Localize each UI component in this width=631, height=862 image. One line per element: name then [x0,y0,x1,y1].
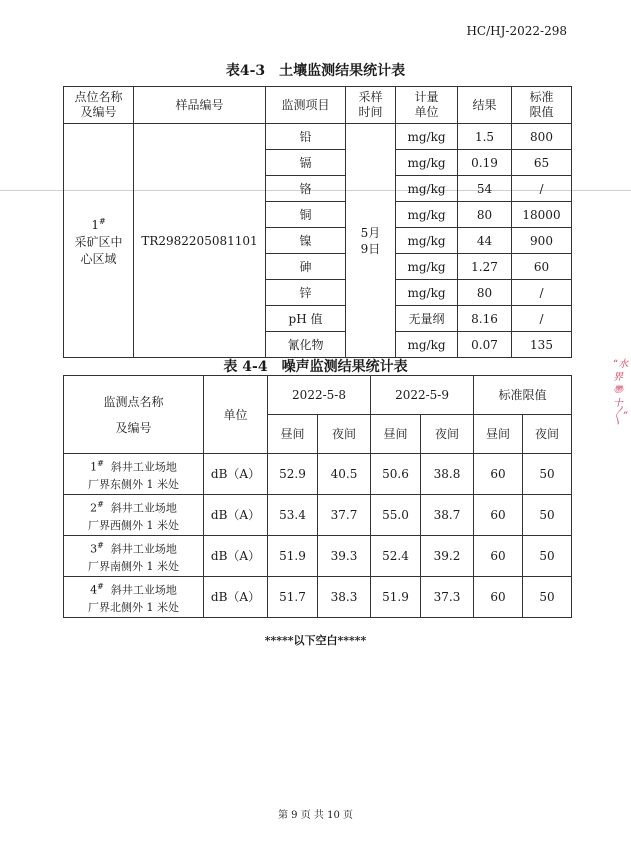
limit-cell: 800 [512,124,572,150]
point-name-cell [64,577,204,618]
unit-cell: mg/kg [396,332,458,358]
header-night: 夜间 [318,415,371,454]
item-cell: 镍 [266,228,346,254]
point-sup: # [97,500,104,510]
day-1-cell: 51.9 [268,536,318,577]
header-day: 昼间 [268,415,318,454]
header-night: 夜间 [523,415,572,454]
unit-cell: mg/kg [396,202,458,228]
soil-table-title: 表4-3 土壤监测结果统计表 [225,63,406,79]
result-cell: 8.16 [458,306,512,332]
unit-cell: dB（A） [204,495,268,536]
soil-monitoring-table [63,86,572,358]
table-row [64,577,572,618]
result-cell: 0.19 [458,150,512,176]
result-cell: 80 [458,202,512,228]
header-result: 结果 [458,87,512,124]
unit-cell: mg/kg [396,176,458,202]
point-place: 斜井工业场地 [110,501,177,515]
point-place: 斜井工业场地 [110,460,177,474]
unit-cell: mg/kg [396,254,458,280]
item-cell: 镉 [266,150,346,176]
header-point-name: 监测点名称 及编号 [64,376,204,454]
night-2-cell: 39.2 [421,536,474,577]
table-row [64,454,572,495]
point-place: 斜井工业场地 [110,583,177,597]
unit-cell: mg/kg [396,280,458,306]
point-number: 3 [90,542,98,556]
item-cell: 氰化物 [266,332,346,358]
night-1-cell: 38.3 [318,577,371,618]
unit-cell: mg/kg [396,124,458,150]
point-number: 4 [90,583,98,597]
document-code: HC/HJ-2022-298 [466,24,567,38]
day-1-cell: 51.7 [268,577,318,618]
limit-cell: 18000 [512,202,572,228]
day-2-cell: 55.0 [371,495,421,536]
point-number: 2 [90,501,98,515]
point-name-cell [64,536,204,577]
day-2-cell: 50.6 [371,454,421,495]
unit-cell: dB（A） [204,577,268,618]
header-standard-limit: 标准限值 [474,376,572,415]
result-cell: 1.27 [458,254,512,280]
result-cell: 80 [458,280,512,306]
limit-night-cell: 50 [523,454,572,495]
header-point: 点位名称 及编号 [64,87,134,124]
header-date-1: 2022-5-8 [268,376,371,415]
item-cell: 锌 [266,280,346,306]
limit-day-cell: 60 [474,577,523,618]
table-row [64,124,572,150]
point-desc: 厂界南侧外 1 米处 [88,559,179,573]
point-name-cell [64,454,204,495]
day-1-cell: 52.9 [268,454,318,495]
noise-monitoring-table [63,375,572,618]
night-1-cell: 39.3 [318,536,371,577]
unit-cell: dB（A） [204,454,268,495]
sampling-time-cell: 5月 9日 [346,124,396,358]
result-cell: 0.07 [458,332,512,358]
handwritten-side-mark: “水界〠〸〱” [613,359,629,422]
night-1-cell: 40.5 [318,454,371,495]
limit-night-cell: 50 [523,495,572,536]
soil-table-header-row [64,87,572,124]
item-cell: 铜 [266,202,346,228]
limit-day-cell: 60 [474,454,523,495]
limit-night-cell: 50 [523,577,572,618]
point-desc: 厂界西侧外 1 米处 [88,518,179,532]
day-2-cell: 51.9 [371,577,421,618]
item-cell: 砷 [266,254,346,280]
table-row [64,536,572,577]
header-unit: 单位 [204,376,268,454]
point-desc: 厂界北侧外 1 米处 [88,600,179,614]
location-name: 采矿区中 心区域 [74,235,123,266]
unit-cell: mg/kg [396,150,458,176]
night-2-cell: 38.8 [421,454,474,495]
location-sup: # [98,217,106,226]
item-cell: pH 值 [266,306,346,332]
night-2-cell: 37.3 [421,577,474,618]
point-sup: # [97,459,104,469]
header-sample-id: 样品编号 [134,87,266,124]
header-day: 昼间 [474,415,523,454]
unit-cell: dB（A） [204,536,268,577]
night-2-cell: 38.7 [421,495,474,536]
point-desc: 厂界东侧外 1 米处 [88,477,179,491]
sample-id-cell: TR2982205081101 [134,124,266,358]
item-cell: 铅 [266,124,346,150]
night-1-cell: 37.7 [318,495,371,536]
result-cell: 44 [458,228,512,254]
unit-cell: mg/kg [396,228,458,254]
limit-cell: / [512,176,572,202]
result-cell: 1.5 [458,124,512,150]
point-sup: # [97,582,104,592]
limit-night-cell: 50 [523,536,572,577]
point-sup: # [97,541,104,551]
limit-day-cell: 60 [474,536,523,577]
noise-table-title: 表 4-4 噪声监测结果统计表 [223,359,408,375]
point-number: 1 [90,460,98,474]
point-place: 斜井工业场地 [110,542,177,556]
location-number: 1 [91,218,99,232]
limit-cell: / [512,306,572,332]
limit-cell: 65 [512,150,572,176]
page-footer: 第 9 页 共 10 页 [278,810,353,821]
header-date-2: 2022-5-9 [371,376,474,415]
table-row [64,495,572,536]
limit-cell: 60 [512,254,572,280]
result-cell: 54 [458,176,512,202]
day-2-cell: 52.4 [371,536,421,577]
item-cell: 铬 [266,176,346,202]
header-sampling-time: 采样 时间 [346,87,396,124]
noise-header-row-1 [64,376,572,415]
limit-cell: / [512,280,572,306]
limit-cell: 900 [512,228,572,254]
header-item: 监测项目 [266,87,346,124]
header-unit: 计量 单位 [396,87,458,124]
header-night: 夜间 [421,415,474,454]
end-of-content-note: *****以下空白***** [264,634,367,647]
location-cell [64,124,134,358]
limit-cell: 135 [512,332,572,358]
limit-day-cell: 60 [474,495,523,536]
point-name-cell [64,495,204,536]
header-limit: 标准 限值 [512,87,572,124]
day-1-cell: 53.4 [268,495,318,536]
unit-cell: 无量纲 [396,306,458,332]
header-day: 昼间 [371,415,421,454]
